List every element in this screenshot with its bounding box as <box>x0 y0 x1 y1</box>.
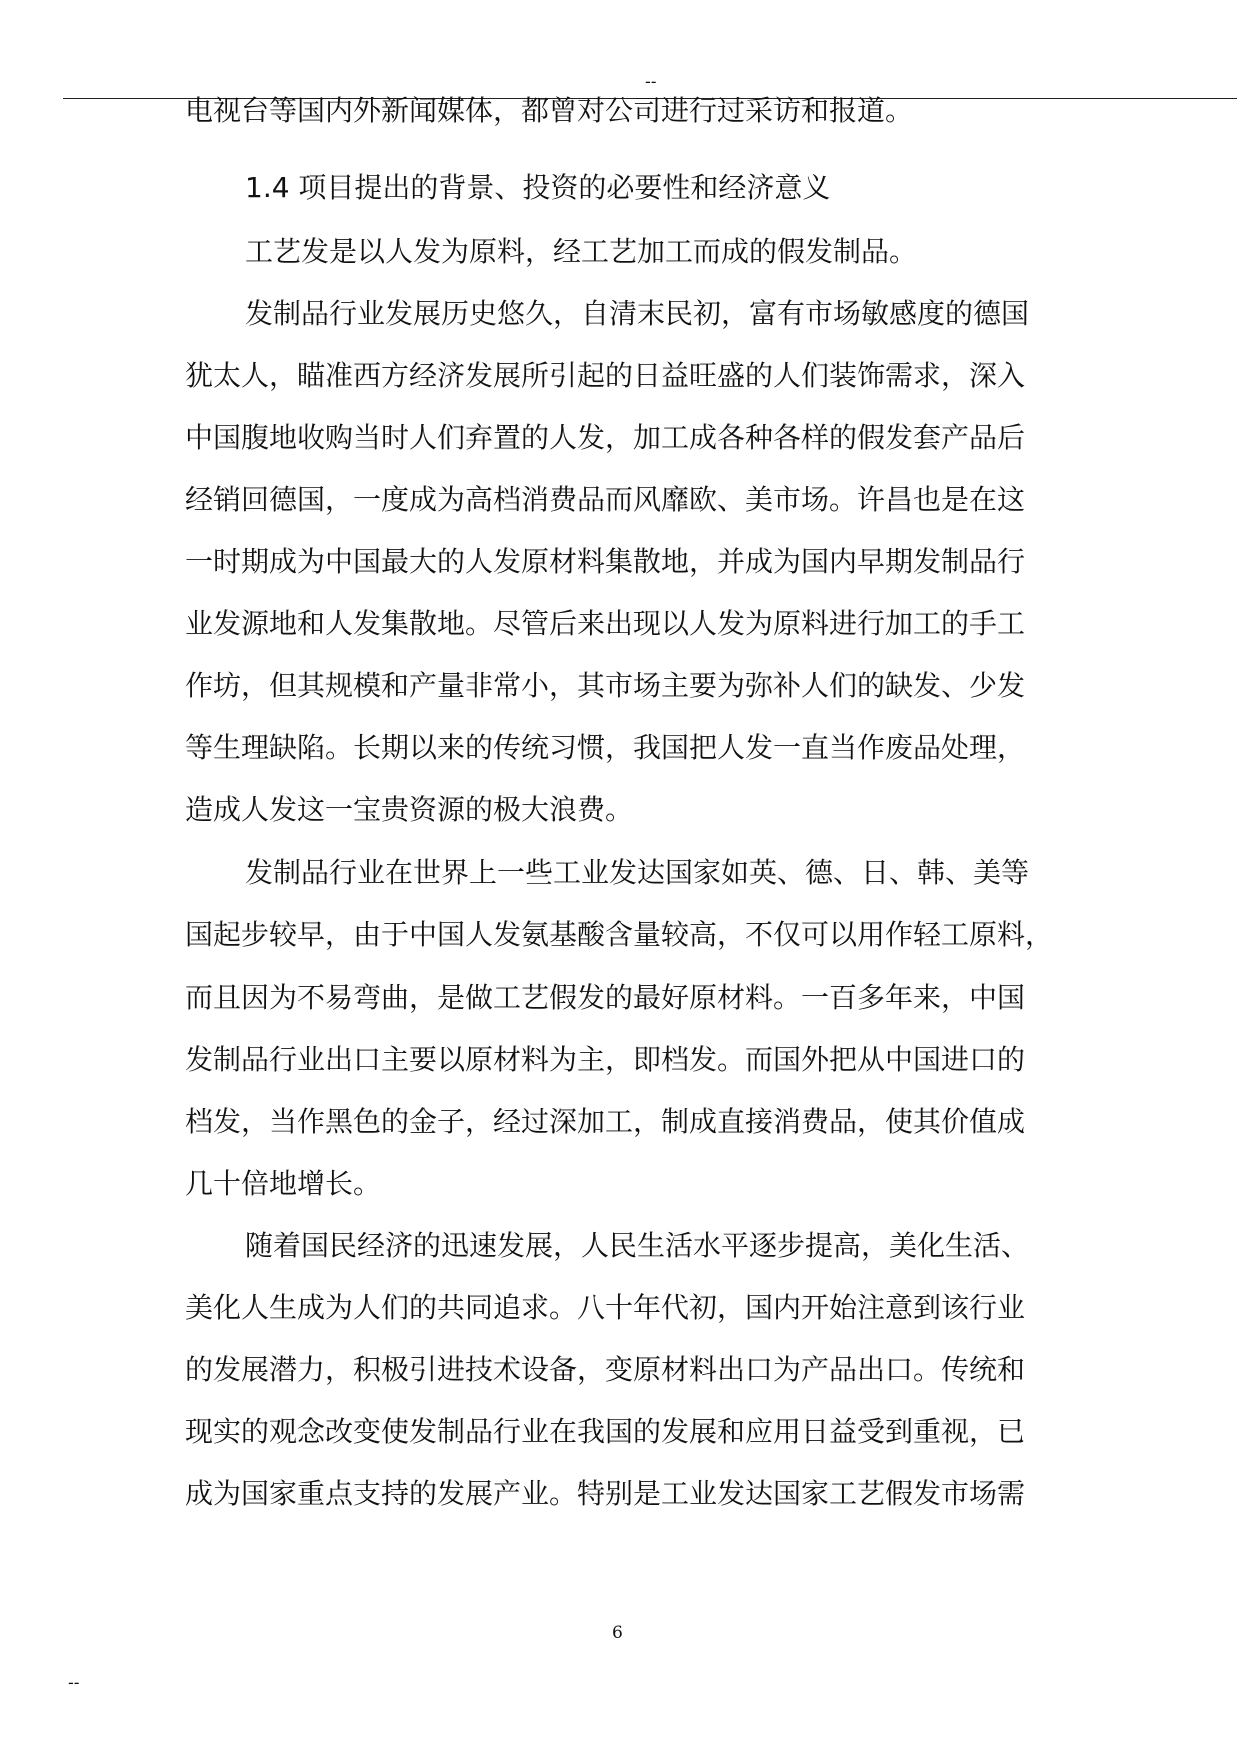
body-text-line: 发制品行业发展历史悠久，自清末民初，富有市场敏感度的德国 <box>245 297 1030 330</box>
body-text-line: 几十倍地增长。 <box>185 1167 382 1200</box>
body-text-line: 作坊，但其规模和产量非常小，其市场主要为弥补人们的缺发、少发 <box>185 669 1026 702</box>
body-text-line: 成为国家重点支持的发展产业。特别是工业发达国家工艺假发市场需 <box>185 1477 1026 1510</box>
body-text-line: 造成人发这一宝贵资源的极大浪费。 <box>185 793 634 826</box>
body-text-line: 中国腹地收购当时人们弃置的人发，加工成各种各样的假发套产品后 <box>185 421 1026 454</box>
body-text-line: 现实的观念改变使发制品行业在我国的发展和应用日益受到重视，已 <box>185 1415 1026 1448</box>
body-text-line: 犹太人，瞄准西方经济发展所引起的日益旺盛的人们装饰需求，深入 <box>185 359 1026 392</box>
body-text-line: 发制品行业在世界上一些工业发达国家如英、德、日、韩、美等 <box>245 856 1030 889</box>
page-footer-mark: -- <box>68 1673 80 1692</box>
body-text-line: 业发源地和人发集散地。尽管后来出现以人发为原料进行加工的手工 <box>185 607 1026 640</box>
body-text-line: 而且因为不易弯曲，是做工艺假发的最好原材料。一百多年来，中国 <box>185 981 1026 1014</box>
section-heading: 1.4 项目提出的背景、投资的必要性和经济意义 <box>245 171 831 204</box>
body-text-line: 发制品行业出口主要以原材料为主，即档发。而国外把从中国进口的 <box>185 1043 1026 1076</box>
body-text-line: 经销回德国，一度成为高档消费品而风靡欧、美市场。许昌也是在这 <box>185 483 1026 516</box>
page-header-mark: -- <box>645 72 657 91</box>
body-text-line: 等生理缺陷。长期以来的传统习惯，我国把人发一直当作废品处理， <box>185 731 1026 764</box>
body-text-line: 工艺发是以人发为原料，经工艺加工而成的假发制品。 <box>245 235 918 268</box>
body-text-line: 电视台等国内外新闻媒体，都曾对公司进行过采访和报道。 <box>185 94 914 127</box>
body-text-line: 一时期成为中国最大的人发原材料集散地，并成为国内早期发制品行 <box>185 545 1026 578</box>
page-number: 6 <box>612 1623 623 1643</box>
body-text-line: 的发展潜力，积极引进技术设备，变原材料出口为产品出口。传统和 <box>185 1353 1026 1386</box>
body-text-line: 国起步较早，由于中国人发氨基酸含量较高，不仅可以用作轻工原料， <box>185 918 1054 951</box>
body-text-line: 随着国民经济的迅速发展，人民生活水平逐步提高，美化生活、 <box>245 1229 1030 1262</box>
body-text-line: 美化人生成为人们的共同追求。八十年代初，国内开始注意到该行业 <box>185 1291 1026 1324</box>
body-text-line: 档发，当作黑色的金子，经过深加工，制成直接消费品，使其价值成 <box>185 1105 1026 1138</box>
